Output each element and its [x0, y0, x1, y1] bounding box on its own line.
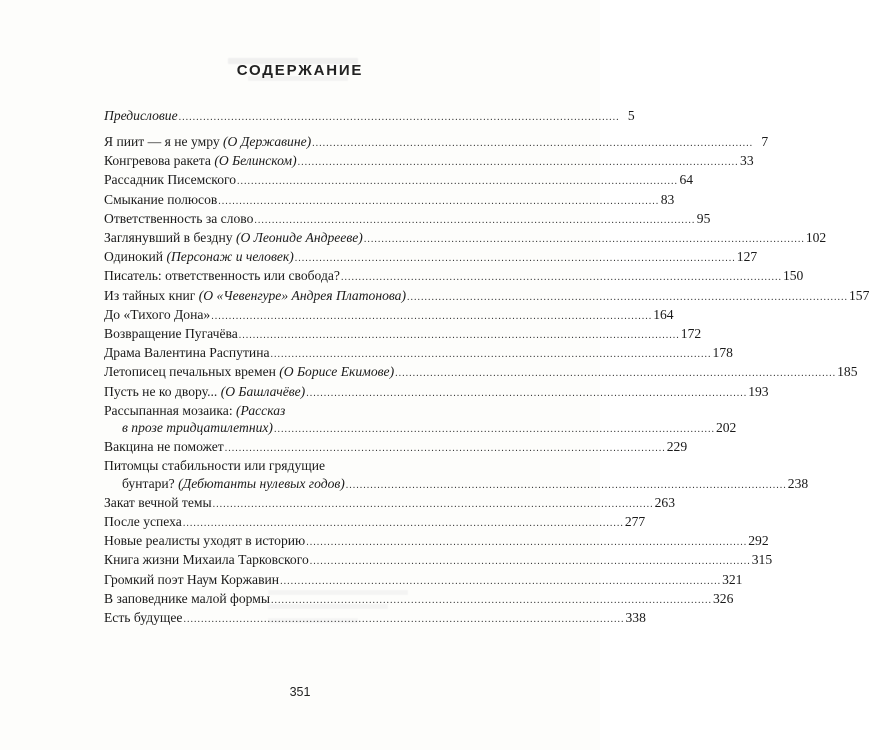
toc-entry — [104, 325, 702, 344]
toc-entry — [104, 171, 694, 190]
toc-entry-title-text: Я пиит — я не умру — [104, 134, 224, 149]
toc-entry — [104, 532, 769, 551]
toc-entry-title — [104, 287, 406, 304]
toc-entry-title — [104, 383, 305, 400]
toc-entry-pitomtsy — [104, 457, 460, 474]
toc-entry — [104, 590, 734, 609]
toc-entry — [104, 513, 646, 532]
toc-entry — [104, 383, 769, 402]
toc-entry-title-text: После успеха — [104, 514, 182, 530]
toc-entry-page: 193 — [748, 383, 769, 399]
toc-entry-page: 229 — [666, 439, 688, 455]
toc-entry-title-text: Рассадник Писемского — [104, 172, 237, 188]
toc-entry — [104, 210, 711, 229]
toc-entry-page: 157 — [849, 287, 869, 303]
toc-entry-title: Питомцы стабильности или грядущие — [104, 458, 326, 474]
toc-entry-title-text: Заглянувший в бездну — [104, 230, 236, 246]
toc-entry-title — [104, 513, 182, 530]
toc-entry-page: 164 — [653, 306, 674, 322]
toc-entry-title — [104, 551, 309, 568]
leader-dots: .............................................................................................................................. — [270, 594, 712, 606]
leader-dots: .............................................................................................................................. — [297, 157, 739, 169]
toc-entry-subtitle: (О Башлачёве) — [220, 383, 306, 399]
toc-entry — [104, 344, 733, 363]
toc-entry-page: 172 — [680, 326, 702, 342]
toc-entry-title — [104, 191, 217, 208]
leader-dots: .............................................................................................................................. — [183, 614, 625, 626]
toc-entry-subtitle: (О «Чевенгуре» Андрея Платонова) — [198, 287, 406, 303]
toc-entry-subtitle: (Рассказ — [236, 402, 286, 418]
leader-dots: .............................................................................................................................. — [254, 214, 696, 226]
toc-entry-mosaic-cont — [104, 419, 737, 438]
toc-list — [104, 133, 869, 628]
toc-entry-title — [104, 133, 311, 150]
toc-entry-page: 238 — [787, 475, 809, 491]
toc-entry-title: Рассыпанная мозаика: — [104, 402, 237, 418]
toc-entry-page: 83 — [660, 191, 675, 207]
toc-entry-title — [104, 590, 270, 607]
toc-entry-title — [104, 494, 212, 511]
toc-entry-page: 326 — [712, 590, 734, 606]
toc-entry — [104, 248, 758, 267]
page-number: 351 — [289, 685, 311, 699]
toc-entry-title-text: Пусть не ко двору... — [104, 383, 221, 399]
toc-entry-title — [104, 210, 253, 227]
leader-dots: .............................................................................................................................. — [270, 349, 712, 361]
toc-entry-title-text: Закат вечной темы — [104, 494, 212, 510]
toc-entry-title: Вакцина не поможет — [104, 439, 224, 455]
toc-entry-title — [104, 248, 294, 265]
toc-entry-title — [104, 609, 182, 626]
leader-dots: .............................................................................................................................. — [306, 537, 748, 549]
toc-entry-preface — [104, 107, 635, 126]
toc-entry — [104, 363, 858, 382]
toc-entry-title — [104, 363, 394, 380]
leader-dots: .............................................................................................................................. — [280, 575, 722, 587]
leader-dots: .............................................................................................................................. — [224, 443, 666, 455]
toc-entry-title-text: Возвращение Пугачёва — [104, 326, 238, 342]
toc-entry-title-text: Писатель: ответственность или свобода? — [104, 268, 340, 284]
toc-entry — [104, 267, 804, 286]
toc-entry — [104, 609, 646, 628]
toc-entry-title — [104, 325, 238, 342]
toc-entry — [104, 191, 675, 210]
leader-dots: .............................................................................................................................. — [407, 291, 848, 303]
toc-entry-page: 292 — [748, 533, 769, 549]
toc-entry-page: 315 — [751, 552, 773, 568]
toc-entry — [104, 571, 743, 590]
toc-entry-mosaic — [104, 402, 460, 419]
leader-dots: .............................................................................................................................. — [218, 195, 660, 207]
toc-entry — [104, 306, 674, 325]
toc-entry-title-text: Новые реалисты уходят в историю — [104, 533, 306, 549]
toc-entry-subtitle: (О Державине) — [223, 134, 312, 149]
toc-entry-page: 5 — [627, 108, 635, 123]
toc-entry-title — [104, 571, 279, 588]
leader-dots: .............................................................................................................................. — [212, 498, 654, 510]
toc-entry-subtitle: в прозе тридцатилетних) — [122, 420, 273, 436]
toc-entries — [104, 133, 869, 402]
leader-dots: .............................................................................................................................. — [345, 479, 787, 491]
toc-entry — [104, 152, 754, 171]
leader-dots: .............................................................................................................................. — [182, 518, 624, 530]
toc-entry-title-text: Смыкание полюсов — [104, 191, 218, 207]
toc-entry-page: 185 — [837, 364, 858, 380]
toc-entry-subtitle: (О Борисе Екимове) — [279, 364, 395, 380]
toc-entry-title-text: Громкий поэт Наум Коржавин — [104, 571, 280, 587]
leader-dots: .............................................................................................................................. — [363, 234, 805, 246]
leader-dots: .............................................................................................................................. — [309, 556, 751, 568]
toc-entry-page: 202 — [715, 420, 737, 436]
toc-entry-title — [104, 344, 270, 361]
toc-entry-title-part: бунтари? — [122, 475, 179, 491]
leader-dots: .............................................................................................................................. — [273, 424, 715, 436]
page-title: СОДЕРЖАНИЕ — [236, 62, 364, 79]
toc-entry-title-text: Есть будущее — [104, 610, 183, 626]
toc-entry-title-text: Книга жизни Михаила Тарковского — [104, 552, 309, 568]
toc-entry-subtitle: (Персонаж и человек) — [166, 249, 294, 265]
leader-dots: .............................................................................................................................. — [395, 368, 837, 380]
toc-entry-subtitle: (Дебютанты нулевых годов) — [178, 475, 345, 491]
toc-entry-title-text: Ответственность за слово — [104, 210, 254, 226]
toc-entry-page: 95 — [696, 210, 711, 226]
leader-dots: .............................................................................................................................. — [237, 176, 679, 188]
toc-entry-subtitle: (О Леониде Андрееве) — [235, 230, 363, 246]
toc-entry-title: Предисловие — [104, 108, 178, 123]
toc-entry-vaccine — [104, 438, 688, 457]
toc-entry-title-text: В заповеднике малой формы — [104, 590, 270, 606]
toc-entry-title — [104, 306, 210, 323]
toc-entry-title — [104, 152, 297, 169]
toc-entry — [104, 551, 773, 570]
toc-entry-page: 64 — [679, 172, 694, 188]
leader-dots: .............................................................................................................................. — [312, 138, 754, 149]
toc-entry-title-text: Одинокий — [104, 249, 167, 265]
leader-dots: .............................................................................................................................. — [306, 387, 748, 399]
toc-entry-title-text: Летописец печальных времен — [104, 364, 280, 380]
toc-entry-page: 178 — [712, 345, 733, 361]
toc-entry-title-text: Из тайных книг — [104, 287, 199, 303]
toc-entry-title — [104, 229, 363, 246]
toc-entry-page: 33 — [740, 153, 754, 169]
toc-entry-page: 127 — [736, 249, 758, 265]
leader-dots: .............................................................................................................................. — [238, 330, 680, 342]
toc-entry-page: 150 — [782, 268, 804, 284]
toc-entry-page: 321 — [722, 571, 743, 587]
toc-entry — [104, 229, 827, 248]
toc-entry-page: 338 — [625, 610, 646, 626]
toc-entry-title — [104, 532, 305, 549]
toc-entries-tail — [104, 494, 773, 628]
toc-entry — [104, 494, 675, 513]
toc-entry-title-text: Конгревова ракета — [104, 153, 215, 169]
toc-preface — [104, 107, 635, 126]
toc-entry-page: 277 — [624, 514, 646, 530]
leader-dots: .............................................................................................................................. — [178, 112, 620, 123]
toc-entry — [104, 287, 869, 306]
toc-entry-subtitle: (О Белинском) — [214, 153, 297, 169]
leader-dots: .............................................................................................................................. — [340, 272, 782, 284]
toc-entry-page: 7 — [761, 134, 769, 149]
leader-dots: .............................................................................................................................. — [294, 253, 736, 265]
leader-dots: .............................................................................................................................. — [211, 310, 653, 322]
toc-entry-title — [104, 267, 340, 284]
toc-entry-page: 102 — [805, 230, 827, 246]
toc-entry-title — [104, 171, 236, 188]
toc-entry-title-text: До «Тихого Дона» — [104, 306, 211, 322]
toc-entry-page: 263 — [654, 494, 675, 510]
toc-entry — [104, 133, 769, 152]
toc-entry-title-cont — [122, 475, 345, 492]
toc-entry-pitomtsy-cont — [104, 475, 809, 494]
toc-entry-title-text: Драма Валентина Распутина — [104, 345, 270, 361]
